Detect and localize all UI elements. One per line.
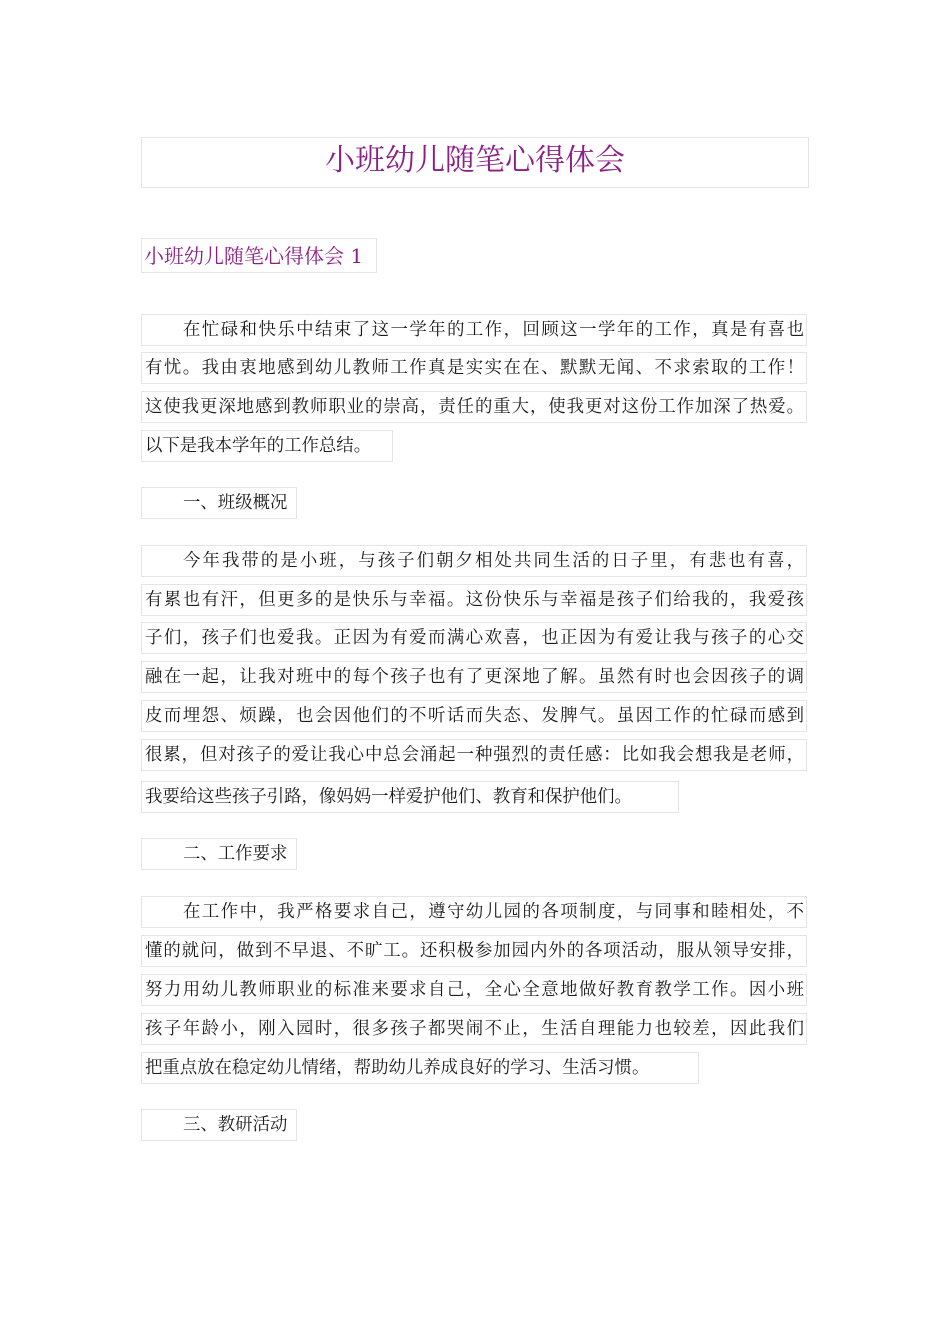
section-heading-class-overview: 一、班级概况 (141, 487, 297, 519)
document-title: 小班幼儿随笔心得体会 (141, 137, 809, 188)
paragraph-line: 懂的就问，做到不早退、不旷工。还积极参加园内外的各项活动，服从领导安排， (141, 935, 807, 967)
section-heading-research-activities: 三、教研活动 (141, 1109, 297, 1141)
paragraph-line: 有忧。我由衷地感到幼儿教师工作真是实实在在、默默无闻、不求索取的工作！ (141, 352, 807, 384)
paragraph-line: 今年我带的是小班，与孩子们朝夕相处共同生活的日子里，有悲也有喜， (141, 545, 807, 577)
paragraph-line: 努力用幼儿教师职业的标准来要求自己，全心全意地做好教育教学工作。因小班 (141, 974, 807, 1006)
paragraph-line: 子们，孩子们也爱我。正因为有爱而满心欢喜，也正因为有爱让我与孩子的心交 (141, 622, 807, 654)
paragraph-line: 有累也有汗，但更多的是快乐与幸福。这份快乐与幸福是孩子们给我的，我爱孩 (141, 584, 807, 616)
paragraph-line: 以下是我本学年的工作总结。 (141, 430, 393, 462)
paragraph-line: 很累，但对孩子的爱让我心中总会涌起一种强烈的责任感：比如我会想我是老师， (141, 739, 807, 771)
paragraph-line: 我要给这些孩子引路，像妈妈一样爱护他们、教育和保护他们。 (141, 781, 679, 813)
paragraph-line: 孩子年龄小，刚入园时，很多孩子都哭闹不止，生活自理能力也较差，因此我们 (141, 1013, 807, 1045)
section-heading-work-requirements: 二、工作要求 (141, 838, 297, 870)
section-heading: 小班幼儿随笔心得体会 1 (141, 238, 377, 273)
paragraph-line: 融在一起，让我对班中的每个孩子也有了更深地了解。虽然有时也会因孩子的调 (141, 661, 807, 693)
paragraph-line: 把重点放在稳定幼儿情绪，帮助幼儿养成良好的学习、生活习惯。 (141, 1052, 699, 1084)
paragraph-line: 在工作中，我严格要求自己，遵守幼儿园的各项制度，与同事和睦相处，不 (141, 896, 807, 928)
paragraph-line: 在忙碌和快乐中结束了这一学年的工作，回顾这一学年的工作，真是有喜也 (141, 314, 807, 346)
paragraph-line: 皮而埋怨、烦躁，也会因他们的不听话而失态、发脾气。虽因工作的忙碌而感到 (141, 700, 807, 732)
paragraph-line: 这使我更深地感到教师职业的崇高，责任的重大，使我更对这份工作加深了热爱。 (141, 391, 807, 423)
